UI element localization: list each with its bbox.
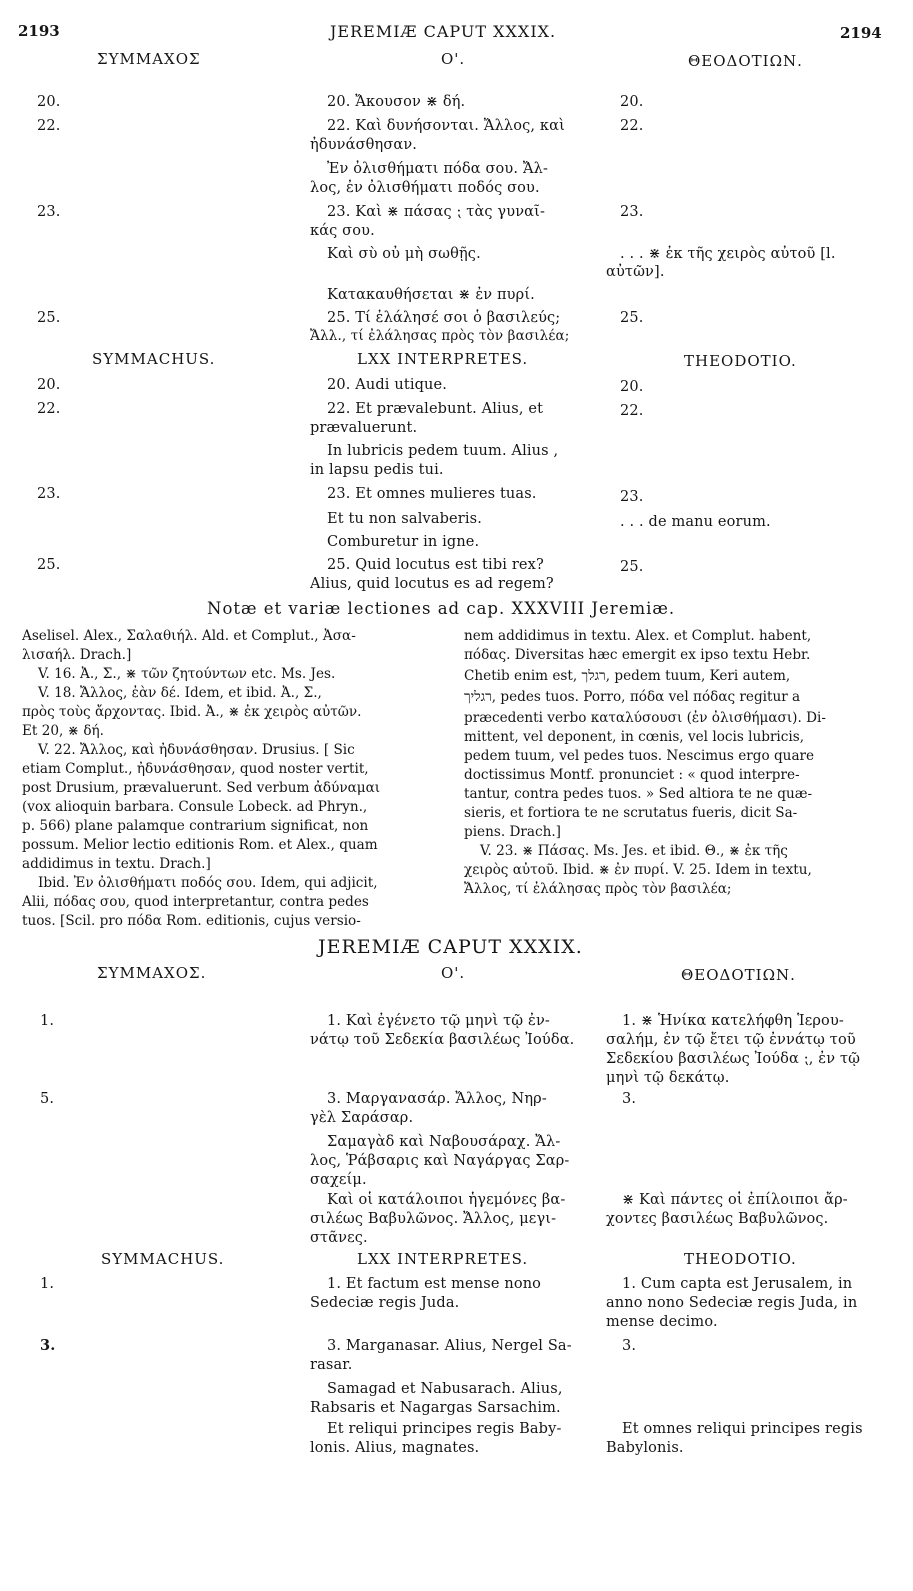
row-left: 1. bbox=[40, 1276, 55, 1292]
note-line: χειρὸς αὐτοῦ. Ibid. ⋇ ἐν πυρί. V. 25. Idem in textu, bbox=[464, 862, 812, 878]
row-mid: Alius, quid locutus es ad regem? bbox=[310, 576, 554, 592]
note-line: Et 20, ⋇ δή. bbox=[22, 723, 105, 739]
row-left: 25. bbox=[37, 310, 61, 326]
left-page-number: 2193 bbox=[18, 22, 60, 40]
row-mid: in lapsu pedis tui. bbox=[310, 462, 444, 478]
note-line: Alii, πόδας σου, quod interpretantur, contra pedes bbox=[22, 894, 369, 910]
row-mid: lonis. Alius, magnates. bbox=[310, 1440, 480, 1456]
row-left: 23. bbox=[37, 204, 61, 220]
running-title: JEREMIÆ CAPUT XXXIX. bbox=[330, 22, 557, 41]
note-line: πρὸς τοὺς ἄρχοντας. Ibid. Ἀ., ⋇ ἐκ χειρὸς αὐτῶν. bbox=[22, 704, 362, 720]
row-mid: ἠδυνάσθησαν. bbox=[310, 137, 418, 153]
greek-header-lxx: Ο'. bbox=[441, 50, 466, 68]
note-line: post Drusium, prævaluerunt. Sed verbum ἀδύναμαι bbox=[22, 780, 381, 796]
row-left: 3. bbox=[40, 1337, 56, 1354]
latin-header-theodotio: THEODOTIO. bbox=[684, 352, 797, 370]
row-mid: 22. Καὶ δυνήσονται. Ἄλλος, καὶ bbox=[327, 118, 565, 134]
note-line: possum. Melior lectio editionis Rom. et Alex., quam bbox=[22, 837, 378, 853]
row-right: σαλήμ, ἐν τῷ ἔτει τῷ ἐννάτῳ τοῦ bbox=[606, 1032, 856, 1048]
note-line: etiam Complut., ἠδυνάσθησαν, quod noster vertit, bbox=[22, 761, 369, 777]
latin-header-lxx: LXX INTERPRETES. bbox=[357, 350, 529, 368]
note-line: doctissimus Montf. pronunciet : « quod interpre- bbox=[464, 767, 800, 783]
latin-header-symmachus: SYMMACHUS. bbox=[92, 350, 216, 368]
note-line: πόδας. Diversitas hæc emergit ex ipso textu Hebr. bbox=[464, 647, 811, 663]
greek-header-theodotion: ΘΕΟΔΟΤΙΩΝ. bbox=[681, 966, 796, 984]
row-mid: γὲλ Σαράσαρ. bbox=[310, 1110, 414, 1126]
row-mid: prævaluerunt. bbox=[310, 420, 418, 436]
row-right: 1. ⋇ Ἡνίκα κατελήφθη Ἱερου- bbox=[622, 1013, 844, 1029]
row-mid: νάτῳ τοῦ Σεδεκία βασιλέως Ἰούδα. bbox=[310, 1032, 575, 1048]
row-right: anno nono Sedeciæ regis Juda, in bbox=[606, 1295, 858, 1311]
note-line: V. 22. Ἄλλος, καὶ ἠδυνάσθησαν. Drusius. [ Sic bbox=[38, 742, 355, 758]
row-mid: Κατακαυθήσεται ⋇ ἐν πυρί. bbox=[327, 287, 535, 303]
row-mid: Rabsaris et Nagargas Sarsachim. bbox=[310, 1400, 561, 1416]
row-mid: 23. Καὶ ⋇ πάσας ⁏ τὰς γυναῖ- bbox=[327, 204, 545, 220]
row-mid: 20. Audi utique. bbox=[327, 377, 448, 393]
note-line: (vox alioquin barbara. Consule Lobeck. ad Phryn., bbox=[22, 799, 368, 815]
row-mid: 1. Et factum est mense nono bbox=[327, 1276, 542, 1292]
row-mid: rasar. bbox=[310, 1357, 353, 1373]
chapter-heading: JEREMIÆ CAPUT XXXIX. bbox=[318, 936, 583, 958]
row-mid: Σαμαγὰδ καὶ Ναβουσάραχ. Ἄλ- bbox=[327, 1134, 561, 1150]
row-mid: Samagad et Nabusarach. Alius, bbox=[327, 1381, 563, 1397]
note-line: V. 16. Ἀ., Σ., ⋇ τῶν ζητούντων etc. Ms. Jes. bbox=[38, 666, 336, 682]
notes-title: Notæ et variæ lectiones ad cap. XXXVIII Jeremiæ. bbox=[207, 599, 676, 618]
row-mid: Καὶ σὺ οὐ μὴ σωθῇς. bbox=[327, 246, 481, 262]
latin-header-symmachus: SYMMACHUS. bbox=[101, 1250, 225, 1268]
row-mid: Et tu non salvaberis. bbox=[327, 511, 483, 527]
row-mid: στᾶνες. bbox=[310, 1230, 368, 1246]
row-mid: Et reliqui principes regis Baby- bbox=[327, 1421, 562, 1437]
latin-header-theodotio: THEODOTIO. bbox=[684, 1250, 797, 1268]
row-right: . . . de manu eorum. bbox=[620, 514, 771, 530]
note-line: p. 566) plane palamque contrarium significat, non bbox=[22, 818, 369, 834]
row-right: 22. bbox=[620, 118, 644, 134]
row-right: 23. bbox=[620, 204, 644, 220]
latin-header-lxx: LXX INTERPRETES. bbox=[357, 1250, 529, 1268]
note-line: Aselisel. Alex., Σαλαθιήλ. Ald. et Complut., Ἀσα- bbox=[22, 628, 356, 644]
note-line: V. 18. Ἄλλος, ἐὰν δέ. Idem, et ibid. Ἀ., Σ., bbox=[38, 685, 322, 701]
row-left: 25. bbox=[37, 557, 61, 573]
greek-header-symmachus: ΣΥΜΜΑΧΟΣ. bbox=[97, 964, 207, 982]
note-line: V. 23. ⋇ Πάσας. Ms. Jes. et ibid. Θ., ⋇ ἐκ τῆς bbox=[480, 843, 788, 859]
greek-header-lxx: Ο'. bbox=[441, 964, 466, 982]
note-line: sieris, et fortiora te ne scrutatus fueris, dicit Sa- bbox=[464, 805, 798, 821]
row-mid: λος, Ῥάβσαρις καὶ Ναγάργας Σαρ- bbox=[310, 1153, 570, 1169]
row-left: 20. bbox=[37, 377, 61, 393]
row-right: 3. bbox=[622, 1338, 637, 1354]
row-mid: 20. Ἄκουσον ⋇ δή. bbox=[327, 94, 466, 110]
note-line: nem addidimus in textu. Alex. et Complut. habent, bbox=[464, 628, 812, 644]
note-line: Chetib enim est, רגלך, pedem tuum, Keri autem, bbox=[464, 668, 791, 684]
row-mid: κάς σου. bbox=[310, 223, 375, 239]
row-mid: 25. Τί ἐλάλησέ σοι ὁ βασιλεύς; bbox=[327, 310, 561, 326]
row-mid: 3. Μαργανασάρ. Ἄλλος, Νηρ- bbox=[327, 1091, 547, 1107]
row-right: mense decimo. bbox=[606, 1314, 718, 1330]
note-line: piens. Drach.] bbox=[464, 824, 561, 840]
note-line: mittent, vel deponent, in cœnis, vel locis lubricis, bbox=[464, 729, 805, 745]
row-mid: σιλέως Βαβυλῶνος. Ἄλλος, μεγι- bbox=[310, 1211, 557, 1227]
note-line: רגליך, pedes tuos. Porro, πόδα vel πόδας regitur a bbox=[464, 689, 801, 705]
note-line: tantur, contra pedes tuos. » Sed altiora te ne quæ- bbox=[464, 786, 813, 802]
row-left: 1. bbox=[40, 1013, 55, 1029]
row-right: ⋇ Καὶ πάντες οἱ ἐπίλοιποι ἄρ- bbox=[622, 1192, 848, 1208]
row-mid: λος, ἐν ὀλισθήματι ποδός σου. bbox=[310, 180, 540, 196]
row-right: 20. bbox=[620, 94, 644, 110]
row-right: 3. bbox=[622, 1091, 637, 1107]
row-mid: 22. Et prævalebunt. Alius, et bbox=[327, 401, 544, 417]
note-line: λισαήλ. Drach.] bbox=[22, 647, 132, 663]
row-right: 1. Cum capta est Jerusalem, in bbox=[622, 1276, 853, 1292]
row-right: αὐτῶν]. bbox=[606, 264, 665, 280]
greek-header-symmachus: ΣΥΜΜΑΧΟΣ bbox=[97, 50, 201, 68]
row-mid: 1. Καὶ ἐγένετο τῷ μηνὶ τῷ ἐν- bbox=[327, 1013, 550, 1029]
row-mid: Ἐν ὀλισθήματι πόδα σου. Ἄλ- bbox=[327, 161, 549, 177]
row-right: μηνὶ τῷ δεκάτῳ. bbox=[606, 1070, 730, 1086]
note-line: tuos. [Scil. pro πόδα Rom. editionis, cujus versio- bbox=[22, 913, 361, 929]
row-right: 25. bbox=[620, 310, 644, 326]
row-mid: 25. Quid locutus est tibi rex? bbox=[327, 557, 544, 573]
row-right: 20. bbox=[620, 379, 644, 395]
row-mid: Ἄλλ., τί ἐλάλησας πρὸς τὸν βασιλέα; bbox=[310, 328, 570, 344]
note-line: Ibid. Ἐν ὀλισθήματι ποδός σου. Idem, qui adjicit, bbox=[38, 875, 378, 891]
row-right: Σεδεκίου βασιλέως Ἰούδα ⁏, ἐν τῷ bbox=[606, 1051, 861, 1067]
row-right: χοντες βασιλέως Βαβυλῶνος. bbox=[606, 1211, 829, 1227]
row-mid: 3. Marganasar. Alius, Nergel Sa- bbox=[327, 1338, 572, 1354]
row-right: . . . ⋇ ἐκ τῆς χειρὸς αὐτοῦ [l. bbox=[620, 246, 836, 262]
greek-header-theodotion: ΘΕΟΔΟΤΙΩΝ. bbox=[688, 52, 803, 70]
row-mid: σαχείμ. bbox=[310, 1172, 367, 1188]
row-left: 22. bbox=[37, 118, 61, 134]
row-right: 25. bbox=[620, 559, 644, 575]
row-right: 22. bbox=[620, 403, 644, 419]
row-left: 5. bbox=[40, 1091, 55, 1107]
note-line: Ἄλλος, τί ἐλάλησας πρὸς τὸν βασιλέα; bbox=[464, 881, 732, 897]
row-left: 23. bbox=[37, 486, 61, 502]
row-right: Babylonis. bbox=[606, 1440, 684, 1456]
note-line: præcedenti verbo καταλύσουσι (ἐν ὀλισθήμασι). Di- bbox=[464, 710, 826, 726]
row-mid: Comburetur in igne. bbox=[327, 534, 480, 550]
row-mid: 23. Et omnes mulieres tuas. bbox=[327, 486, 537, 502]
row-right: 23. bbox=[620, 489, 644, 505]
note-line: pedem tuum, vel pedes tuos. Nescimus ergo quare bbox=[464, 748, 815, 764]
note-line: addidimus in textu. Drach.] bbox=[22, 856, 211, 872]
row-mid: Sedeciæ regis Juda. bbox=[310, 1295, 460, 1311]
row-mid: In lubricis pedem tuum. Alius , bbox=[327, 443, 559, 459]
row-left: 20. bbox=[37, 94, 61, 110]
row-mid: Καὶ οἱ κατάλοιποι ἡγεμόνες βα- bbox=[327, 1192, 566, 1208]
right-page-number: 2194 bbox=[840, 24, 882, 42]
row-left: 22. bbox=[37, 401, 61, 417]
row-right: Et omnes reliqui principes regis bbox=[622, 1421, 863, 1437]
